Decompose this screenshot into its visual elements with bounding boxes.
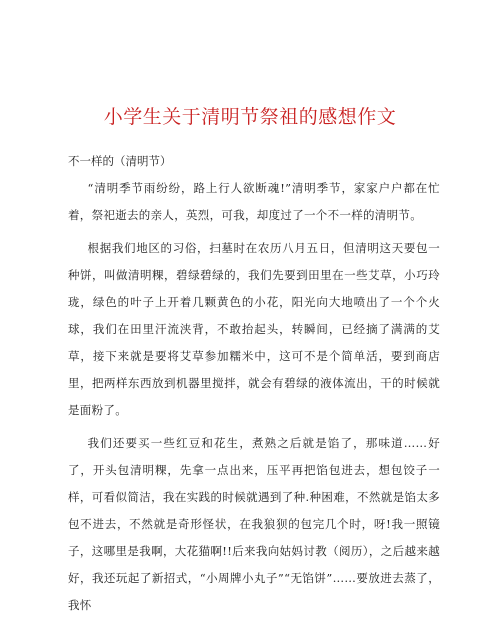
document-subtitle: 不一样的（清明节） [68, 154, 172, 168]
paragraph-3: 我们还要买一些红豆和花生，煮熟之后就是馅了，那味道……好了，开头包清明粿，先拿一点出来，压平再把馅包进去，想包饺子一样，可看似简洁，我在实践的时候就遇到了种.种困难，不然就是馅太多包不进去，不然就是奇形怪状，在我狼狈的包完几个时，呀!我一照镜子，这哪里是我啊，大花猫啊!!后来我向姑妈讨教（阅历），之后越来越好，我还玩起了新招式，“小周牌小丸子”“无馅饼”……要放进去蒸了，我怀 [68, 436, 440, 612]
paragraph-1: “清明季节雨纷纷，路上行人欲断魂!”清明季节，家家户户都在忙着，祭祀逝去的亲人，英烈，可我，却度过了一个不一样的清明节。 [68, 181, 440, 222]
paragraph-2: 根据我们地区的习俗，扫墓时在农历八月五日，但清明这天要包一种饼，叫做清明粿，碧绿碧绿的，我们先要到田里在一些艾草，小巧玲珑，绿色的叶子上开着几颗黄色的小花，阳光向大地喷出了一个个火球，我们在田里汗流浃背，不敢抬起头，转瞬间，已经摘了满满的艾草，接下来就是要将艾草参加糯米中，这可不是个简单活，要到商店里，把两样东西放到机器里搅拌，就会有碧绿的液体流出，干的时候就是面粉了。 [68, 241, 440, 417]
document-body [68, 148, 440, 625]
document-title: 小学生关于清明节祭祖的感想作文 [103, 106, 397, 128]
